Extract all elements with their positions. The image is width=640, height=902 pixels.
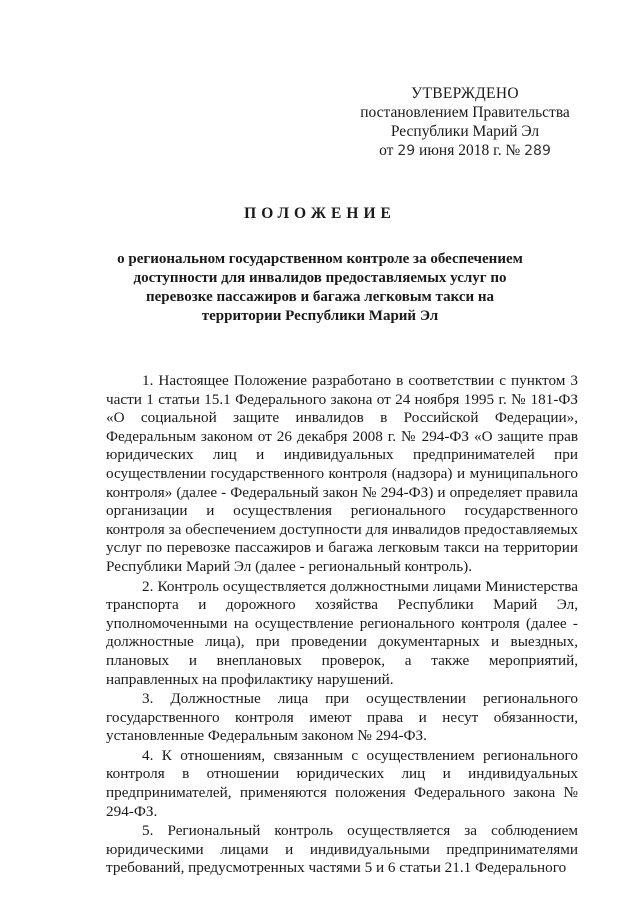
paragraph-4: 4. К отношениям, связанным с осуществлением регионального контроля в отношении юридических лиц и индивидуальных предпринимателей, применяются положения Федерального закона № 294-ФЗ.: [106, 746, 578, 820]
approval-line-republic: Республики Марий Эл: [390, 123, 540, 140]
paragraph-1: 1. Настоящее Положение разработано в соответствии с пунктом 3 части 1 статьи 15.1 Федерального закона от 24 ноября 1995 г. № 181-ФЗ «О социальной защите инвалидов в Российской Федерации», Федеральным законом от 26 декабря 2008 г. № 294-ФЗ «О защите прав юридических лиц и индивидуальных предпринимателей при осуществлении государственного контроля (надзора) и муниципального контроля» (далее - Федеральный закон № 294-ФЗ) и определяет правила организации и осуществления регионального государственного контроля за обеспечением доступности для инвалидов предоставляемых услуг по перевозке пассажиров и багажа легковым такси на территории Республики Марий Эл (далее - региональный контроль).: [106, 372, 578, 575]
document-title: ПОЛОЖЕНИЕ: [244, 205, 396, 222]
document-body: [106, 372, 578, 879]
approval-heading: УТВЕРЖДЕНО: [411, 85, 519, 102]
approval-block: [360, 84, 570, 161]
paragraph-2: 2. Контроль осуществляется должностными лицами Министерства транспорта и дорожного хозяйства Республики Марий Эл, уполномоченными на осуществление регионального контроля (далее - должностные лица), при проведении документарных и выездных, плановых и внеплановых проверок, а также мероприятий, направленных на профилактику нарушений.: [106, 577, 578, 688]
document-subtitle: о региональном государственном контроле за обеспечением доступности для инвалидов предоставляемых услуг по перевозке пассажиров и багажа легковым такси на территории Республики Марий Эл: [117, 251, 523, 324]
approval-date-prefix: от: [379, 142, 394, 159]
paragraph-5: 5. Региональный контроль осуществляется за соблюдением юридическими лицами и индивидуальными предпринимателями требований, предусмотренных частями 5 и 6 статьи 21.1 Федерального: [106, 822, 578, 877]
approval-date-middle: июня 2018 г. №: [419, 142, 521, 159]
approval-line-decree: постановлением Правительства: [360, 104, 570, 121]
approval-line-date: [360, 141, 570, 161]
paragraph-3: 3. Должностные лица при осуществлении регионального государственного контроля имеют права и несут обязанности, установленные Федеральным законом № 294-ФЗ.: [106, 690, 578, 745]
approval-number: 289: [524, 143, 551, 159]
approval-date-day: 29: [397, 143, 416, 159]
